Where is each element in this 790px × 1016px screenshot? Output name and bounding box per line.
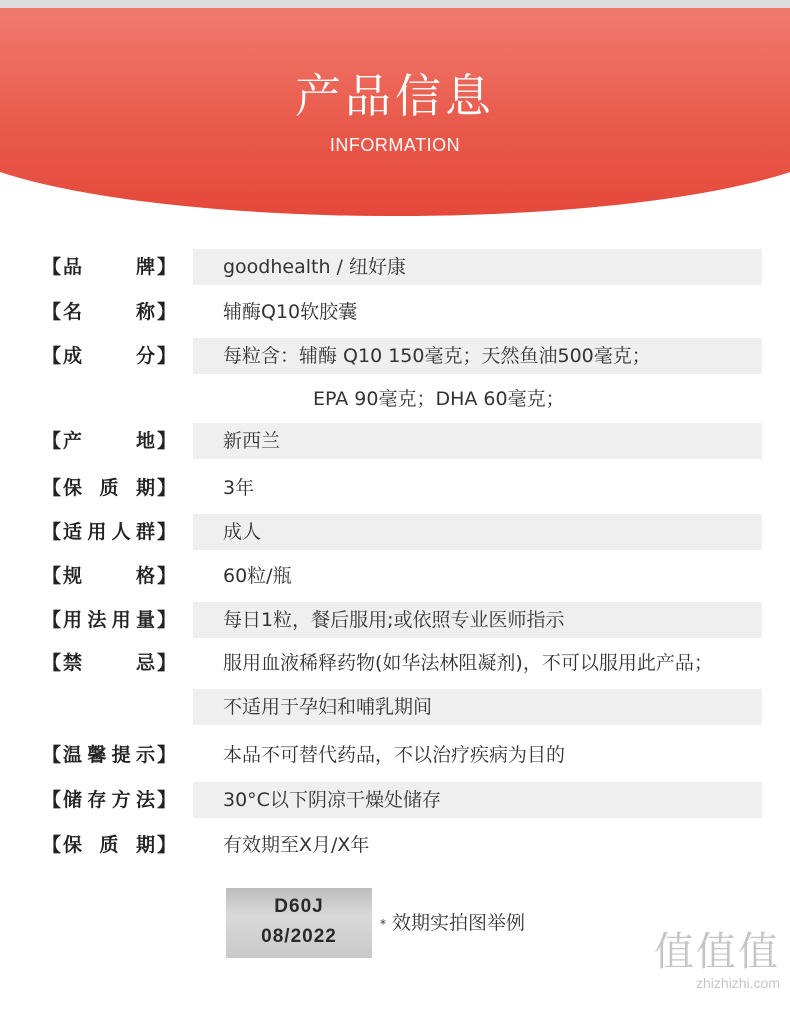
info-row <box>0 737 790 773</box>
label-char: 成 <box>63 345 83 367</box>
label-char: 法 <box>136 789 156 811</box>
row-label <box>42 249 176 285</box>
note-text: 效期实拍图举例 <box>392 912 526 934</box>
label-text <box>63 514 155 550</box>
top-strip <box>0 0 790 8</box>
row-label <box>42 737 176 773</box>
stamp-expiry-date: 08/2022 <box>261 926 337 947</box>
label-char: 示 <box>136 744 156 766</box>
bracket-open: 【 <box>42 565 62 587</box>
row-value: 本品不可替代药品，不以治疗疾病为目的 <box>223 744 566 766</box>
label-char: 规 <box>63 565 83 587</box>
bracket-close: 】 <box>157 430 177 452</box>
stamp-batch-code: D60J <box>274 896 324 917</box>
bracket-open: 【 <box>42 301 62 323</box>
label-char: 储 <box>63 789 83 811</box>
label-char: 地 <box>136 430 156 452</box>
row-label <box>42 645 176 681</box>
label-char: 适 <box>63 521 83 543</box>
label-char: 品 <box>63 256 83 278</box>
info-row <box>0 782 790 818</box>
label-text <box>63 249 155 285</box>
label-char: 保 <box>63 477 83 499</box>
note-star: * <box>380 916 386 931</box>
row-value: 30°C以下阴凉干燥处储存 <box>193 782 762 818</box>
row-value: goodhealth / 纽好康 <box>193 249 762 285</box>
row-label <box>42 558 176 594</box>
bracket-close: 】 <box>157 652 177 674</box>
label-char: 人 <box>111 521 131 543</box>
bracket-close: 】 <box>157 744 177 766</box>
label-char: 存 <box>87 789 107 811</box>
row-value: 60粒/瓶 <box>223 565 292 587</box>
label-char: 用 <box>111 609 131 631</box>
label-text <box>63 602 155 638</box>
label-text <box>63 338 155 374</box>
photo-note <box>380 908 525 935</box>
row-value: 有效期至X月/X年 <box>223 834 370 856</box>
label-char: 保 <box>63 834 83 856</box>
info-row <box>0 249 790 285</box>
info-row <box>0 423 790 459</box>
bracket-close: 】 <box>157 789 177 811</box>
info-row <box>0 470 790 506</box>
row-label <box>42 294 176 330</box>
bracket-open: 【 <box>42 345 62 367</box>
row-label <box>42 470 176 506</box>
label-char: 用 <box>87 521 107 543</box>
bracket-close: 】 <box>157 256 177 278</box>
row-value: 成人 <box>193 514 762 550</box>
label-char: 提 <box>111 744 131 766</box>
bracket-close: 】 <box>157 609 177 631</box>
label-text <box>63 558 155 594</box>
bracket-close: 】 <box>157 521 177 543</box>
row-label <box>42 827 176 863</box>
row-label <box>42 423 176 459</box>
label-text <box>63 737 155 773</box>
label-char: 温 <box>63 744 83 766</box>
label-text <box>63 782 155 818</box>
label-text <box>63 294 155 330</box>
bracket-close: 】 <box>157 345 177 367</box>
row-value: EPA 90毫克；DHA 60毫克； <box>313 388 565 410</box>
label-char: 质 <box>99 477 119 499</box>
bracket-open: 【 <box>42 477 62 499</box>
row-value: 辅酶Q10软胶囊 <box>223 301 358 323</box>
bracket-open: 【 <box>42 256 62 278</box>
info-row <box>0 338 790 374</box>
label-char: 期 <box>135 477 155 499</box>
info-row <box>0 602 790 638</box>
label-char: 用 <box>63 609 83 631</box>
watermark <box>654 930 780 992</box>
watermark-logo: 值值值 <box>654 929 780 975</box>
info-row <box>0 558 790 594</box>
label-text <box>63 645 155 681</box>
bracket-open: 【 <box>42 521 62 543</box>
info-row <box>0 381 790 417</box>
label-char: 牌 <box>136 256 156 278</box>
watermark-url: zhizhizhi.com <box>695 975 780 991</box>
info-row <box>0 514 790 550</box>
label-char: 量 <box>136 609 156 631</box>
label-char: 方 <box>111 789 131 811</box>
bracket-open: 【 <box>42 834 62 856</box>
row-value: 不适用于孕妇和哺乳期间 <box>193 689 762 725</box>
label-char: 名 <box>63 301 83 323</box>
label-char: 馨 <box>87 744 107 766</box>
label-text <box>63 470 155 506</box>
bracket-open: 【 <box>42 789 62 811</box>
bracket-open: 【 <box>42 430 62 452</box>
label-char: 分 <box>136 345 156 367</box>
row-value: 每粒含：辅酶 Q10 150毫克；天然鱼油500毫克； <box>193 338 762 374</box>
row-value: 3年 <box>223 477 255 499</box>
page-title: 产品信息 <box>295 69 495 123</box>
expiry-stamp-photo <box>226 888 372 958</box>
info-row <box>0 689 790 725</box>
info-row <box>0 645 790 681</box>
bracket-close: 】 <box>157 477 177 499</box>
label-char: 禁 <box>63 652 83 674</box>
bracket-open: 【 <box>42 652 62 674</box>
row-label <box>42 782 176 818</box>
bracket-close: 】 <box>157 301 177 323</box>
label-char: 格 <box>136 565 156 587</box>
label-text <box>63 827 155 863</box>
row-value: 新西兰 <box>193 423 762 459</box>
label-char: 期 <box>135 834 155 856</box>
row-value: 服用血液稀释药物(如华法林阻凝剂)，不可以服用此产品； <box>223 652 713 674</box>
row-label <box>42 602 176 638</box>
row-label <box>42 338 176 374</box>
bracket-close: 】 <box>157 834 177 856</box>
label-text <box>63 423 155 459</box>
row-value: 每日1粒，餐后服用;或依照专业医师指示 <box>193 602 762 638</box>
label-char: 忌 <box>136 652 156 674</box>
label-char: 群 <box>136 521 156 543</box>
label-char: 称 <box>136 301 156 323</box>
info-row <box>0 827 790 863</box>
bracket-open: 【 <box>42 609 62 631</box>
row-label <box>42 514 176 550</box>
label-char: 质 <box>99 834 119 856</box>
bracket-open: 【 <box>42 744 62 766</box>
label-char: 产 <box>63 430 83 452</box>
page-subtitle: INFORMATION <box>329 135 461 155</box>
info-row <box>0 294 790 330</box>
label-char: 法 <box>87 609 107 631</box>
bracket-close: 】 <box>157 565 177 587</box>
